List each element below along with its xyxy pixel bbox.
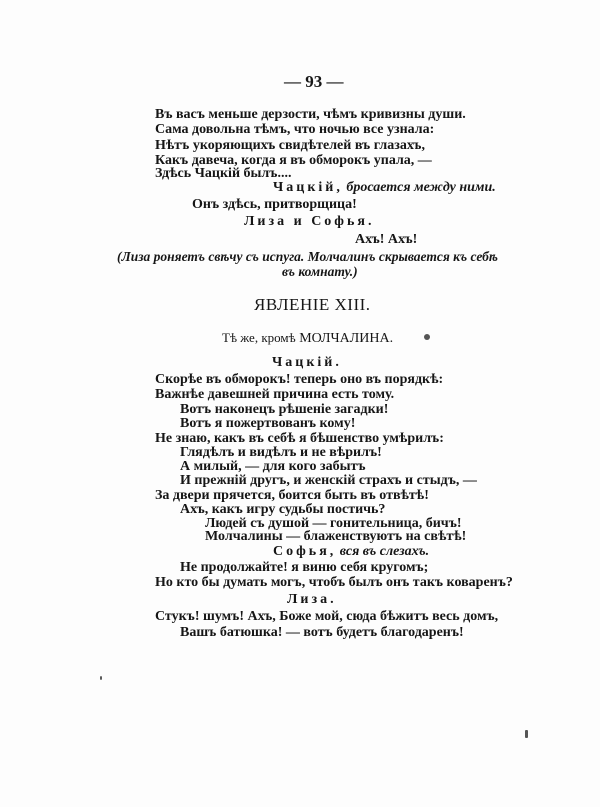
ink-spot	[525, 730, 528, 738]
verse-line: Здѣсь Чацкій былъ....	[155, 166, 292, 181]
scene-title: ЯВЛЕНІЕ XIII.	[254, 295, 371, 314]
verse-line: Молчалины — блаженствуютъ на свѣтѣ!	[205, 529, 467, 544]
speaker-cue: Лиза и Софья.	[244, 214, 375, 229]
verse-line: Вотъ я пожертвованъ кому!	[180, 416, 356, 431]
verse-line: Ахъ! Ахъ!	[355, 232, 418, 247]
speaker-name: Софья,	[273, 544, 337, 559]
verse-line: И прежній другъ, и женскій страхъ и стыдъ, —	[180, 473, 477, 488]
verse-line: Но кто бы думать могъ, чтобъ былъ онъ такъ коваренъ?	[155, 575, 513, 590]
speaker-cue: Лиза.	[287, 592, 337, 607]
stage-remark: бросается между ними.	[346, 180, 496, 195]
verse-line: Ахъ, какъ игру судьбы постичь?	[180, 502, 386, 517]
verse-line: Онъ здѣсь, притворщица!	[192, 197, 357, 212]
verse-line: Важнѣе давешней причина есть тому.	[155, 387, 395, 402]
verse-line: Скорѣе въ обморокъ! теперь оно въ порядкѣ:	[155, 372, 444, 387]
verse-line: Какъ давеча, когда я въ обморокъ упала, —	[155, 153, 432, 168]
verse-line: Вотъ наконецъ рѣшеніе загадки!	[180, 402, 389, 417]
speaker-cue	[273, 544, 429, 560]
scene-cast	[222, 330, 393, 347]
stage-direction: (Лиза роняетъ свѣчу съ испуга. Молчалинъ скрывается къ себѣ	[117, 249, 498, 264]
verse-line: Въ васъ меньше дерзости, чѣмъ кривизны души.	[155, 107, 466, 122]
speaker-cue: Чацкій.	[272, 355, 342, 370]
speaker-name: Чацкій,	[273, 180, 343, 195]
verse-line: За двери прячется, боится быть въ отвѣтѣ!	[155, 488, 429, 503]
verse-line: Не знаю, какъ въ себѣ я бѣшенство умѣрилъ:	[155, 431, 444, 446]
ink-spot	[100, 676, 102, 680]
verse-line: Глядѣлъ и видѣлъ и не вѣрилъ!	[180, 445, 382, 460]
verse-line: Нѣтъ укоряющихъ свидѣтелей въ глазахъ,	[155, 138, 425, 153]
verse-line: Не продолжайте! я виню себя кругомъ;	[180, 560, 429, 575]
stage-remark: вся въ слезахъ.	[339, 544, 430, 559]
page-number: — 93 —	[284, 72, 344, 91]
verse-line: А милый, — для кого забытъ	[180, 459, 366, 474]
verse-line: Сама довольна тѣмъ, что ночью все узнала:	[155, 122, 435, 137]
cast-name: МОЛЧАЛИНА.	[299, 331, 394, 346]
verse-line: Людей съ душой — гонительница, бичъ!	[205, 516, 462, 531]
verse-line: Вашъ батюшка! — вотъ будетъ благодаренъ!	[180, 625, 464, 640]
ink-spot	[424, 334, 430, 340]
verse-line: Стукъ! шумъ! Ахъ, Боже мой, сюда бѣжитъ весь домъ,	[155, 609, 499, 624]
cast-prefix: Тѣ же, кромѣ	[222, 330, 296, 345]
stage-direction: въ комнату.)	[282, 264, 358, 279]
speaker-cue	[273, 180, 496, 196]
